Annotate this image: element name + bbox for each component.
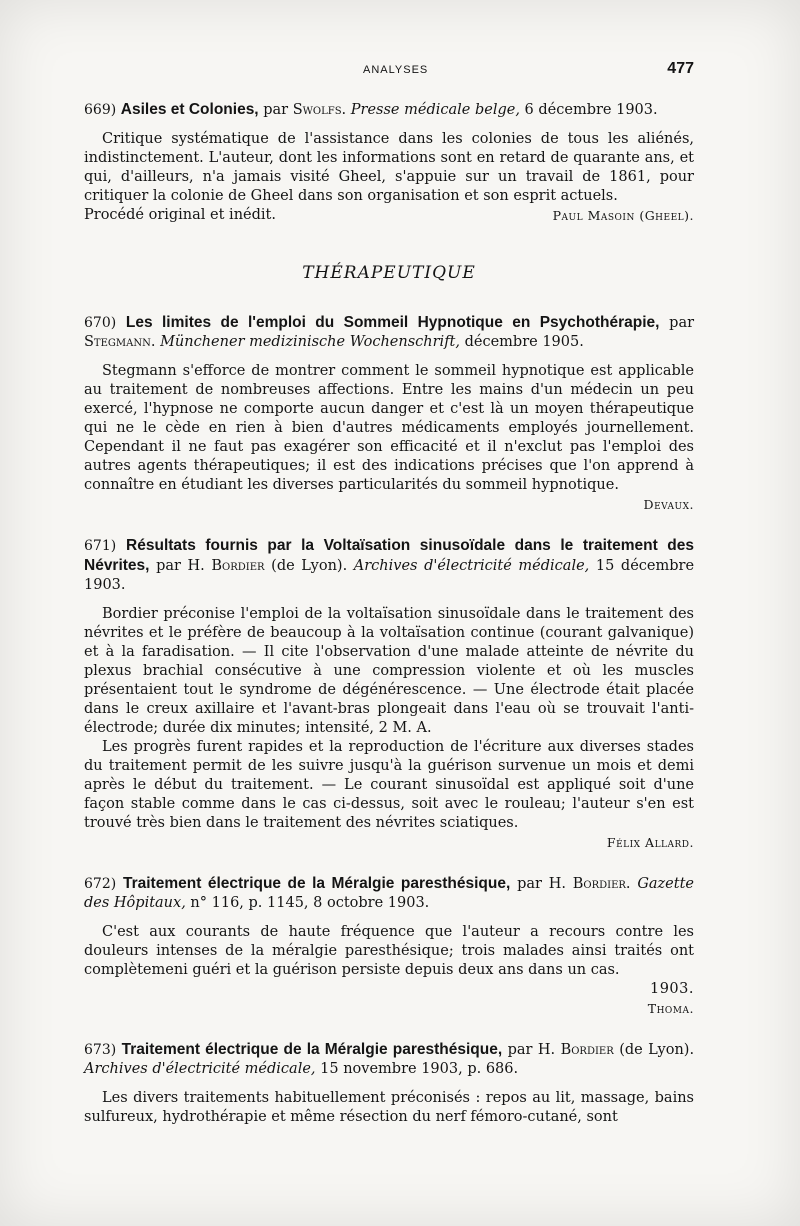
article-author: H. Bordier <box>537 1042 614 1058</box>
article-body: C'est aux courants de haute fréquence que l'auteur a recours contre les douleurs intenses de la méralgie paresthésique; trois malades ainsi traités ont complètemeni guéri et la guérison persiste depuis deux ans dans un cas. <box>84 924 694 978</box>
article-670 <box>84 313 694 514</box>
article-671 <box>84 536 694 852</box>
article-author: Bordier <box>211 558 265 574</box>
article-body: Stegmann s'efforce de montrer comment le sommeil hypnotique est applicable au traitement de nombreuses affections. Entre les mains d'un médecin un peu exercé, l'hypnose ne comporte aucun danger et c'est là un moyen thérapeutique qui ne le cède en rien à bien d'autres médicaments employés journellement. Cependant il ne faut pas exagérer son efficacité et il n'exclut pas l'emploi des autres agents thérapeutiques; il est des indications précises que l'on apprend à connaître en étudiant les diverses particularités du sommeil hypnotique. <box>84 363 694 493</box>
article-header <box>84 874 694 913</box>
by-word: par <box>263 102 289 118</box>
article-author: Stegmann. <box>84 334 156 350</box>
article-body-paragraph-1: Bordier préconise l'emploi de la voltaïsation sinusoïdale dans le traitement des névrites et le préfère de beaucoup à la voltaïsation continue (courant galvanique) et à la faradisation. — Il cite l'observation d'une malade atteinte de névrite du plexus brachial consécutive à une compression violente et où les muscles présentaient tout le syndrome de dégénérescence. — Une électrode était placée dans le creux axillaire et l'avant-bras plongeait dans l'eau où se trouvait l'anti-électrode; durée dix minutes; intensité, 2 M. A. <box>84 606 694 736</box>
article-signature: Thoma. <box>647 1001 694 1016</box>
article-journal: Presse médicale belge, <box>350 102 520 118</box>
article-date: n° 116, p. 1145, 8 octobre 1903. <box>190 895 430 911</box>
page-number: 477 <box>667 60 694 77</box>
article-journal: Münchener medizinische Wochenschrift, <box>160 334 460 350</box>
article-title: Asiles et Colonies, <box>120 101 259 118</box>
author-initial: H. <box>187 558 205 574</box>
article-journal: Archives d'électricité médicale, <box>84 1061 316 1077</box>
article-number: 669) <box>84 102 117 118</box>
article-date: décembre 1905. <box>464 334 584 350</box>
article-title: Traitement électrique de la Méralgie paresthésique, <box>122 875 511 892</box>
article-place: (de Lyon). <box>619 1042 695 1058</box>
article-title: Traitement électrique de la Méralgie paresthésique, <box>121 1041 503 1058</box>
article-year-line: 1903. <box>649 981 694 997</box>
article-signature: Félix Allard. <box>606 835 694 850</box>
article-date: 6 décembre 1903. <box>524 102 658 118</box>
article-header <box>84 536 694 595</box>
article-number: 672) <box>84 876 117 892</box>
article-body: Les divers traitements habituellement préconisés : repos au lit, massage, bains sulfureux, hydrothérapie et même résection du nerf fémoro-cutané, sont <box>84 1090 694 1125</box>
article-author: H. Bordier. <box>548 876 631 892</box>
article-signature: Paul Masoin (Gheel). <box>552 208 694 223</box>
article-title: Résultats fournis par la Voltaïsation sinusoïdale dans le traitement des Névrites, <box>84 537 695 574</box>
article-header <box>84 1040 694 1079</box>
article-body-paragraph-2: Les progrès furent rapides et la reproduction de l'écriture aux diverses stades du traitement permit de les suivre jusqu'à la guérison survenue un mois et demi après le début du traitement. — Le courant sinusoïdal est appliqué soit d'une façon stable comme dans le cas ci-dessus, soit avec le rouleau; l'auteur s'en est trouvé très bien dans le traitement des névrites sciatiques. <box>84 739 694 831</box>
article-title: Les limites de l'emploi du Sommeil Hypnotique en Psychothérapie, <box>125 314 660 331</box>
article-signature: Devaux. <box>643 497 694 512</box>
article-place: (de Lyon). <box>271 558 348 574</box>
article-body: Critique systématique de l'assistance dans les colonies de tous les aliénés, indistinctement. L'auteur, dont les informations sont en retard de quarante ans, et qui, d'ailleurs, n'a jamais visité Gheel, s'appuie sur un travail de 1861, pour critiquer la colonie de Gheel dans son organisation et son esprit actuels. <box>84 131 694 204</box>
article-number: 670) <box>84 315 117 331</box>
article-header <box>84 100 694 120</box>
article-author: Swolfs. <box>292 102 347 118</box>
article-journal: Archives d'électricité médicale, <box>353 558 590 574</box>
by-word: par <box>517 876 542 892</box>
by-word: par <box>156 558 181 574</box>
article-date: 15 décembre 1903. <box>84 558 695 593</box>
article-header <box>84 313 694 352</box>
by-word: par <box>669 315 695 331</box>
article-669 <box>84 100 694 225</box>
last-line <box>84 206 694 225</box>
article-number: 673) <box>84 1042 117 1058</box>
page-content <box>84 60 694 1127</box>
article-number: 671) <box>84 538 117 554</box>
article-673 <box>84 1040 694 1127</box>
article-closing-text: Procédé original et inédit. <box>84 207 276 223</box>
running-head-title: ANALYSES <box>363 64 429 76</box>
running-head <box>84 60 694 100</box>
by-word: par <box>507 1042 533 1058</box>
article-journal: Gazette des Hôpitaux, <box>84 876 694 911</box>
article-672 <box>84 874 694 1018</box>
section-title: THÉRAPEUTIQUE <box>302 263 476 283</box>
article-date: 15 novembre 1903, p. 686. <box>320 1061 519 1077</box>
